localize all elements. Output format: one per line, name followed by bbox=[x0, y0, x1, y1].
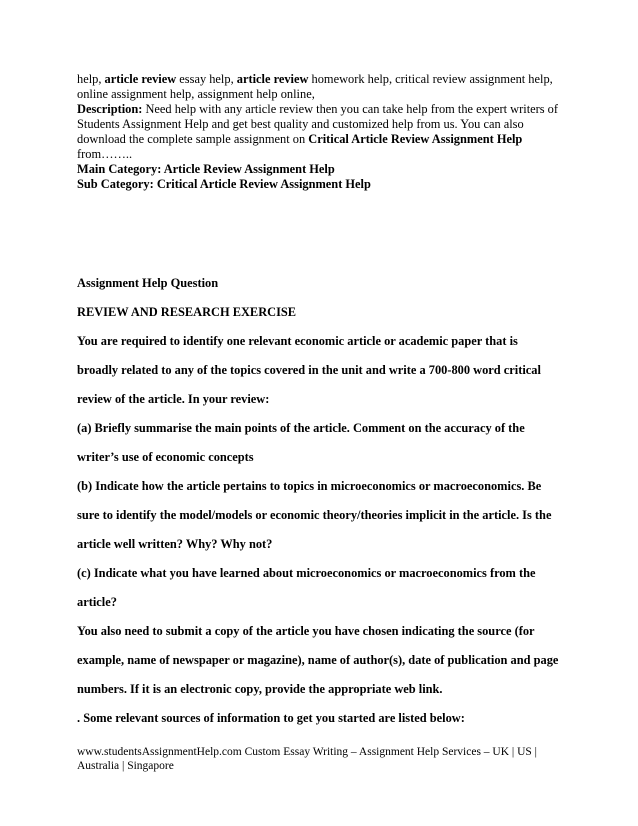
keywords-line-2: online assignment help, assignment help online, bbox=[77, 87, 315, 101]
question-block bbox=[77, 276, 567, 740]
description-label: Description: bbox=[77, 102, 143, 116]
question-line: article? bbox=[77, 595, 117, 609]
question-line: Assignment Help Question bbox=[77, 276, 219, 290]
question-line: sure to identify the model/models or economic theory/theories implicit in the article. Is the bbox=[77, 508, 552, 522]
sub-category bbox=[77, 177, 567, 192]
keyword-bold: article review bbox=[236, 72, 309, 86]
question-line: (b) Indicate how the article pertains to topics in microeconomics or macroeconomics. Be bbox=[77, 479, 542, 493]
footer-line-2: Australia | Singapore bbox=[77, 760, 174, 772]
intro-block bbox=[77, 72, 567, 192]
keywords-text: essay help, bbox=[176, 72, 237, 86]
description-link-text: Critical Article Review Assignment Help bbox=[308, 132, 523, 146]
question-line: (c) Indicate what you have learned about microeconomics or macroeconomics from the bbox=[77, 566, 536, 580]
question-line: review of the article. In your review: bbox=[77, 392, 270, 406]
description-text: Need help with any article review then you can take help from the expert writers of Students Assignment Help and get best quality and customized help from us. You can also download the complete sample assignment on bbox=[77, 102, 559, 146]
keywords-text: help, bbox=[77, 72, 105, 86]
question-line: REVIEW AND RESEARCH EXERCISE bbox=[77, 305, 297, 319]
question-line: (a) Briefly summarise the main points of the article. Comment on the accuracy of the bbox=[77, 421, 525, 435]
question-line: You are required to identify one relevant economic article or academic paper that is bbox=[77, 334, 518, 348]
page-footer bbox=[77, 745, 567, 773]
question-line: example, name of newspaper or magazine), name of author(s), date of publication and page bbox=[77, 653, 559, 667]
question-line: You also need to submit a copy of the article you have chosen indicating the source (for bbox=[77, 624, 535, 638]
main-category-label: Main Category bbox=[77, 162, 158, 176]
description-end: from…….. bbox=[77, 147, 133, 161]
keyword-bold: article review bbox=[104, 72, 177, 86]
keywords-text: homework help, critical review assignment help, bbox=[308, 72, 553, 86]
question-line: broadly related to any of the topics covered in the unit and write a 700-800 word critical bbox=[77, 363, 541, 377]
question-line: . Some relevant sources of information to get you started are listed below: bbox=[77, 711, 465, 725]
question-line: numbers. If it is an electronic copy, provide the appropriate web link. bbox=[77, 682, 443, 696]
main-category-value: : Article Review Assignment Help bbox=[157, 162, 335, 176]
keywords-line-1 bbox=[77, 72, 567, 87]
main-category bbox=[77, 162, 567, 177]
question-line: writer’s use of economic concepts bbox=[77, 450, 254, 464]
question-line: article well written? Why? Why not? bbox=[77, 537, 273, 551]
footer-line-1: www.studentsAssignmentHelp.com Custom Essay Writing – Assignment Help Services – UK | US | bbox=[77, 746, 537, 758]
description-paragraph bbox=[77, 102, 567, 162]
sub-category-text: Sub Category: Critical Article Review Assignment Help bbox=[77, 177, 371, 191]
